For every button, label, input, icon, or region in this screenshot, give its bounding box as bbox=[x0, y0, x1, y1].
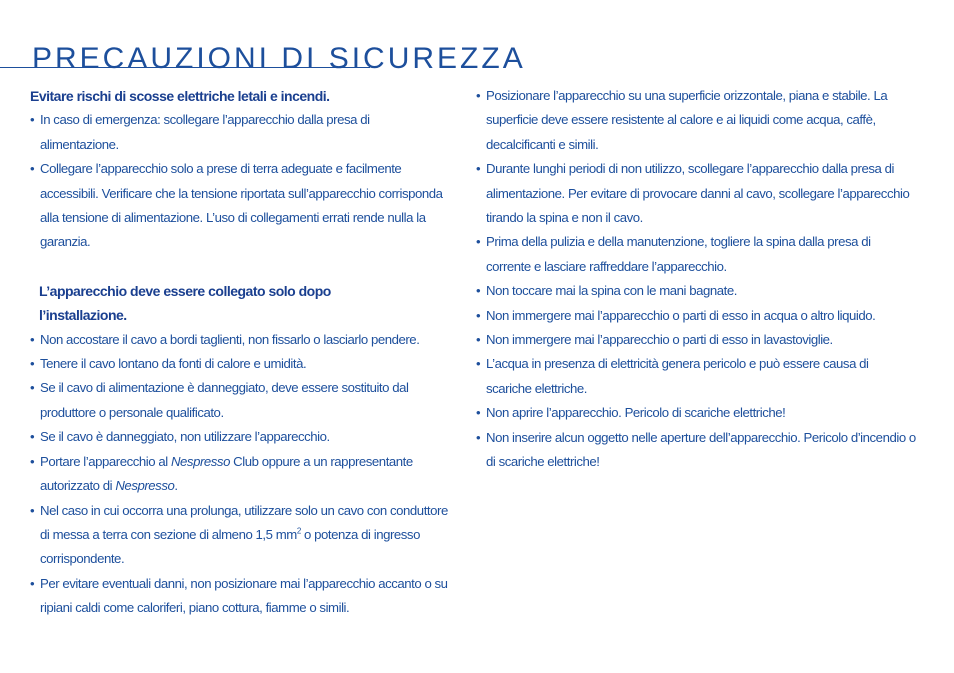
list-item: • Non immergere mai l’apparecchio o parti di esso in lavastoviglie. bbox=[476, 328, 916, 352]
list-item: • Tenere il cavo lontano da fonti di calore e umidità. bbox=[30, 352, 458, 376]
list-item-nespresso bbox=[30, 450, 458, 499]
list-item: • Posizionare l’apparecchio su una superficie orizzontale, piana e stabile. La superficie deve essere resistente al calore e ai liquidi come acqua, caffè, decalcificanti e simili. bbox=[476, 84, 916, 157]
brand-name: Nespresso bbox=[170, 453, 230, 469]
text-fragment: Portare l’apparecchio al bbox=[40, 453, 171, 469]
list-item: • Collegare l’apparecchio solo a prese di terra adeguate e facilmente accessibili. Verificare che la tensione riportata sull’apparecchio corrisponda alla tensione di alimentazione. L’uso di collegamenti errati rende nulla la garanzia. bbox=[30, 157, 458, 255]
list-item: • In caso di emergenza: scollegare l’apparecchio dalla presa di alimentazione. bbox=[30, 108, 458, 157]
text-fragment: . bbox=[174, 478, 178, 494]
page-title: PRECAUZIONI DI SICUREZZA bbox=[32, 42, 526, 76]
text-fragment: o potenza di ingresso corrispondente. bbox=[40, 526, 420, 567]
list-item: • Non accostare il cavo a bordi taglienti, non fissarlo o lasciarlo pendere. bbox=[30, 328, 458, 352]
list-item: • Non aprire l’apparecchio. Pericolo di scariche elettriche! bbox=[476, 401, 916, 425]
right-column bbox=[476, 84, 916, 475]
left-column bbox=[30, 84, 458, 621]
section-spacer bbox=[30, 255, 458, 279]
superscript: 2 bbox=[296, 526, 301, 536]
list-item: • Se il cavo di alimentazione è danneggiato, deve essere sostituito dal produttore o personale qualificato. bbox=[30, 376, 458, 425]
list-item-extension-cord bbox=[30, 499, 458, 572]
text-fragment: Club oppure a un rappresentante autorizzato di bbox=[40, 453, 413, 494]
electric-shock-list bbox=[30, 108, 458, 254]
list-item: • Non inserire alcun oggetto nelle aperture dell’apparecchio. Pericolo d’incendio o di scariche elettriche! bbox=[476, 426, 916, 475]
text-fragment: Nel caso in cui occorra una prolunga, utilizzare solo un cavo con conduttore di messa a terra con sezione di almeno 1,5 mm bbox=[40, 502, 448, 542]
general-safety-list bbox=[476, 84, 916, 475]
list-item: • Durante lunghi periodi di non utilizzo, scollegare l’apparecchio dalla presa di alimentazione. Per evitare di provocare danni al cavo, scollegare l’apparecchio tirando la spina e non il cavo. bbox=[476, 157, 916, 230]
section-heading-electric-shock: Evitare rischi di scosse elettriche letali e incendi. bbox=[30, 88, 330, 104]
list-item: • Prima della pulizia e della manutenzione, togliere la spina dalla presa di corrente e lasciare raffreddare l’apparecchio. bbox=[476, 230, 916, 279]
section-heading-installation: L’apparecchio deve essere collegato solo dopo l’installazione. bbox=[39, 282, 331, 324]
list-item: • Per evitare eventuali danni, non posizionare mai l’apparecchio accanto o su ripiani caldi come caloriferi, piano cottura, fiamme o simili. bbox=[30, 572, 458, 621]
list-item: • L’acqua in presenza di elettricità genera pericolo e può essere causa di scariche elettriche. bbox=[476, 352, 916, 401]
brand-name: Nespresso bbox=[115, 478, 175, 494]
title-underline bbox=[0, 67, 370, 68]
installation-list bbox=[30, 328, 458, 621]
list-item: • Non toccare mai la spina con le mani bagnate. bbox=[476, 279, 916, 303]
list-item: • Non immergere mai l’apparecchio o parti di esso in acqua o altro liquido. bbox=[476, 304, 916, 328]
list-item: • Se il cavo è danneggiato, non utilizzare l’apparecchio. bbox=[30, 425, 458, 449]
